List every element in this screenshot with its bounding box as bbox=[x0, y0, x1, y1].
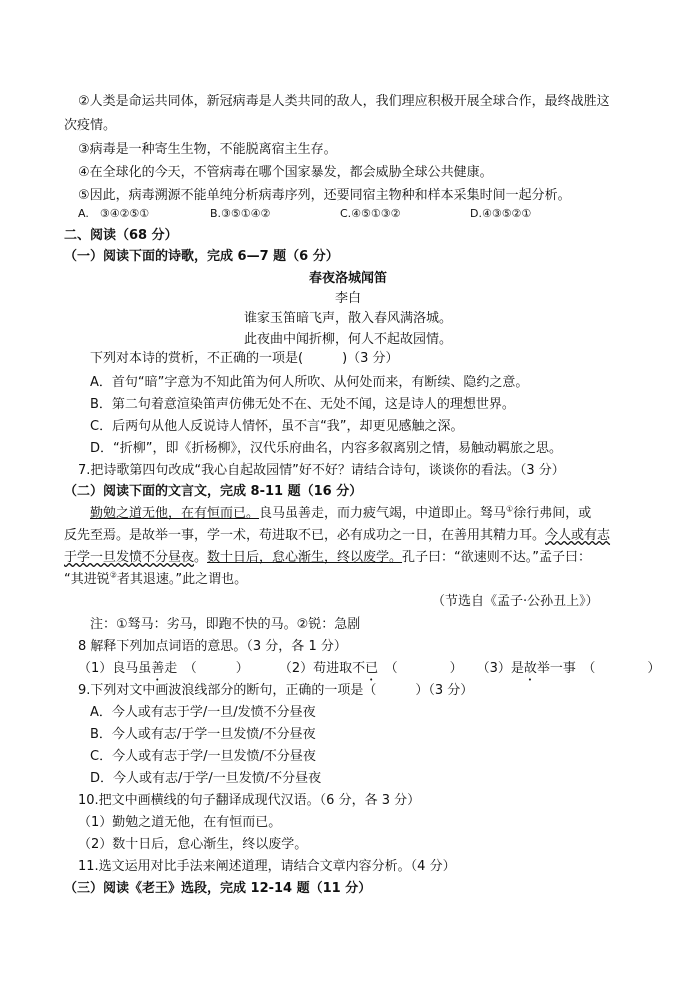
poem-title: 春夜洛城闻笛 bbox=[308, 271, 387, 286]
passage-text: 。 bbox=[194, 550, 208, 565]
sentence-4: ④在全球化的今天，不管病毒在哪个国家暴发，都会威胁全球公共健康。 bbox=[78, 165, 493, 180]
passage-line-1 bbox=[90, 505, 591, 522]
q9-option-b: B．今人或有志/于学一旦发愤/不分昼夜 bbox=[90, 727, 316, 742]
question-7: 7.把诗歌第四句改成“我心自起故园情”好不好？请结合诗句，谈谈你的看法。（3 分） bbox=[78, 463, 565, 478]
part1-heading: （一）阅读下面的诗歌，完成 6—7 题（6 分） bbox=[64, 249, 339, 264]
question-11: 11.选文运用对比手法来阐述道理，请结合文章内容分析。（4 分） bbox=[78, 859, 456, 874]
passage-text: 反先至焉。是故举一事，学一术，苟进取不已，必有成功之一日，在善用其精力耳。 bbox=[64, 528, 546, 543]
q6-option-a: A．首句“暗”字意为不知此笛为何人所吹、从何处而来，有断续、隐约之意。 bbox=[90, 375, 529, 390]
q8-item-3: （3）是 bbox=[476, 661, 524, 676]
underlined-sentence-2: 数十日后，怠心渐生，终以废学。 bbox=[207, 550, 403, 565]
q8-items bbox=[78, 660, 660, 684]
passage-source: （节选自《孟子·公孙丑上》） bbox=[432, 594, 599, 609]
q8-item-2-blank: （ ） bbox=[378, 661, 463, 676]
passage-line-3 bbox=[64, 549, 591, 566]
dotted-word-1: 善 bbox=[151, 661, 165, 676]
sentence-3: ③病毒是一种寄生生物，不能脱离宿主生存。 bbox=[78, 142, 337, 157]
sentence-5: ⑤因此，病毒溯源不能单纯分析病毒序列，还要同宿主物种和样本采集时间一起分析。 bbox=[78, 188, 571, 203]
passage-text: 者其退速。”此之谓也。 bbox=[116, 572, 248, 587]
passage-line-4 bbox=[64, 571, 247, 588]
poem-line-1: 谁家玉笛暗飞声，散入春风满洛城。 bbox=[243, 311, 452, 326]
option-b-5: B.③⑤①④② bbox=[210, 207, 271, 220]
part2-heading: （二）阅读下面的文言文，完成 8-11 题（16 分） bbox=[64, 484, 363, 499]
option-a-5: A. ③④②⑤① bbox=[78, 207, 150, 220]
q6-option-c: C．后两句从他人反说诗人情怀，虽不言“我”，却更见感触之深。 bbox=[90, 419, 464, 434]
poem-line-2: 此夜曲中闻折柳，何人不起故园情。 bbox=[243, 332, 452, 347]
q10-item-2: （2）数十日后，怠心渐生，终以废学。 bbox=[78, 837, 308, 852]
question-10: 10.把文中画横线的句子翻译成现代汉语。（6 分，各 3 分） bbox=[78, 793, 421, 808]
passage-text: 徐行弗间，或 bbox=[513, 506, 592, 521]
q8-item-1-blank: 走 （ ） bbox=[164, 661, 249, 676]
q8-item-1: （1）良马虽 bbox=[78, 661, 152, 676]
footnote-mark-2: ② bbox=[109, 570, 117, 580]
section-title: 二、阅读（68 分） bbox=[64, 228, 178, 243]
q6-option-b: B．第二句着意渲染笛声仿佛无处不在、无处不闻，这是诗人的理想世界。 bbox=[90, 397, 515, 412]
question-6: 下列对本诗的赏析，不正确的一项是( )（3 分） bbox=[90, 351, 399, 366]
passage-text: “其进锐 bbox=[64, 572, 110, 587]
underlined-sentence-1: 勤勉之道无他，在有恒而已。 bbox=[90, 506, 260, 521]
question-9: 9.下列对文中画波浪线部分的断句，正确的一项是（ ）（3 分） bbox=[78, 683, 474, 698]
dotted-word-2: 已 bbox=[365, 661, 379, 676]
q9-option-a: A．今人或有志于学/一旦/发愤不分昼夜 bbox=[90, 705, 316, 720]
passage-line-2 bbox=[64, 527, 610, 544]
question-8: 8 解释下列加点词语的意思。（3 分，各 1 分） bbox=[78, 639, 347, 654]
part3-heading: （三）阅读《老王》选段，完成 12-14 题（11 分） bbox=[64, 881, 372, 896]
q9-option-d: D．今人或有志/于学/一旦发愤/不分昼夜 bbox=[90, 771, 322, 786]
q8-item-2: （2）苟进取不 bbox=[278, 661, 366, 676]
q10-item-1: （1）勤勉之道无他，在有恒而已。 bbox=[78, 815, 282, 830]
footnote-mark-1: ① bbox=[506, 504, 514, 514]
dotted-word-3: 故 bbox=[523, 661, 537, 676]
option-d-5: D.④③⑤②① bbox=[470, 207, 532, 220]
passage-text: 孔子曰：“欲速则不达。”孟子曰： bbox=[402, 550, 592, 565]
q8-item-3-blank: 举一事 （ ） bbox=[536, 661, 661, 676]
q9-option-c: C．今人或有志于学/一旦发愤/不分昼夜 bbox=[90, 749, 316, 764]
passage-note: 注：①驽马：劣马，即跑不快的马。②锐：急剧 bbox=[90, 617, 361, 632]
sentence-2a: ②人类是命运共同体，新冠病毒是人类共同的敌人，我们理应积极开展全球合作，最终战胜这 bbox=[78, 94, 610, 109]
wavy-text-2: 于学一旦发愤不分昼夜 bbox=[64, 550, 195, 565]
passage-text: 良马虽善走，而力疲气竭，中道即止。驽马 bbox=[259, 506, 507, 521]
wavy-text-1: 今人或有志 bbox=[545, 528, 611, 543]
option-c-5: C.④⑤①③② bbox=[340, 207, 401, 220]
q6-option-d: D．“折柳”，即《折杨柳》，汉代乐府曲名，内容多叙离别之情，易触动羁旅之思。 bbox=[90, 441, 562, 456]
poem-author: 李白 bbox=[334, 291, 361, 306]
sentence-2b: 次疫情。 bbox=[64, 118, 117, 133]
